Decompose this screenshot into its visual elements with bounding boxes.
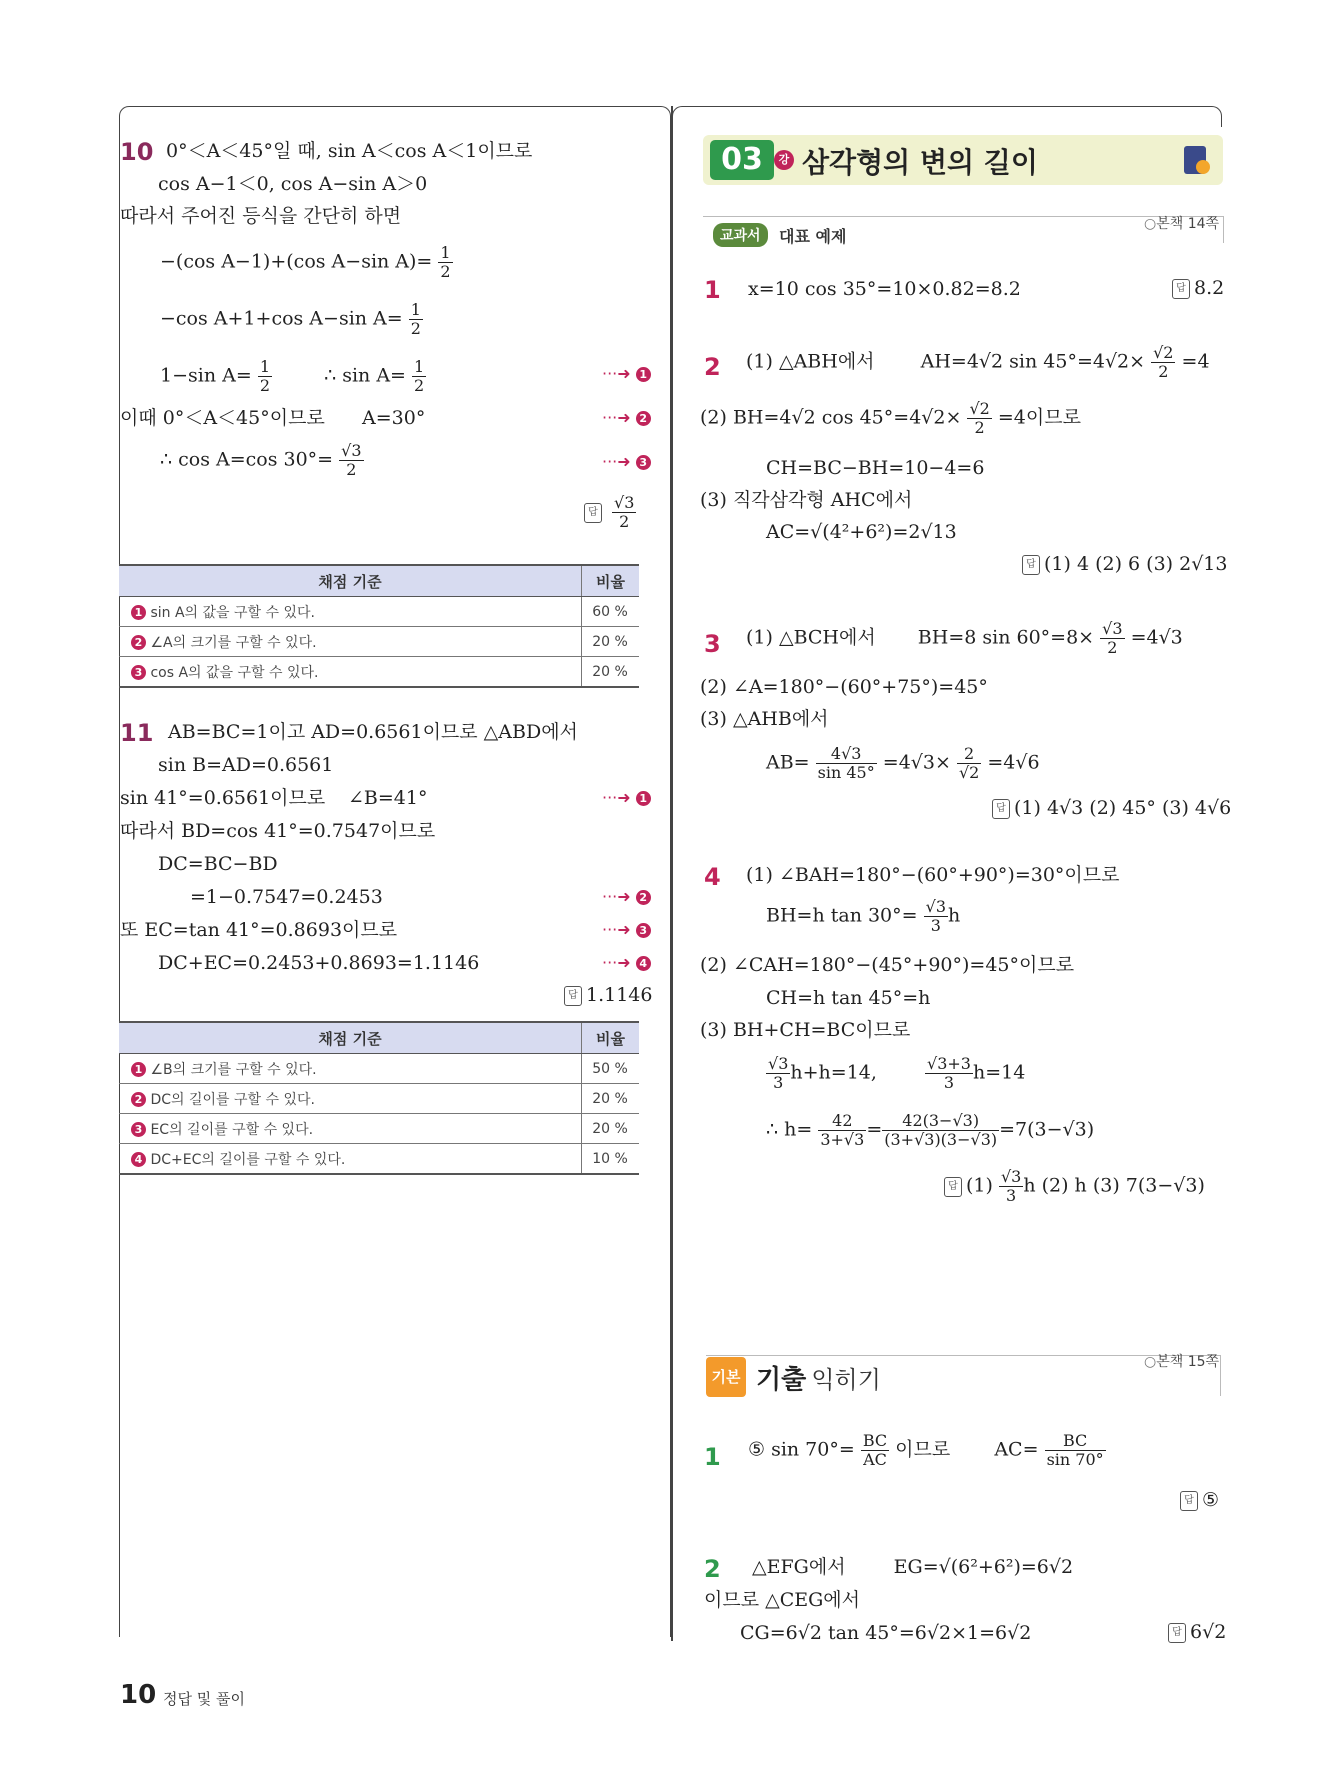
fraction-bc-ac	[861, 1432, 889, 1469]
q4-line-3: (2) ∠CAH=180°−(45°+90°)=45°이므로	[700, 954, 1075, 976]
step-marker-1: ···➜ 1	[602, 364, 651, 383]
table-row	[119, 1144, 639, 1175]
num: 1	[440, 243, 451, 262]
den: 3	[930, 916, 941, 935]
row-ratio: 20 %	[582, 1114, 640, 1144]
example-3-number: 3	[704, 630, 721, 658]
q4-line-4: CH=h tan 45°=h	[766, 987, 931, 1009]
example-1-number: 1	[704, 276, 721, 304]
answer-value: (1) 4√3 (2) 45° (3) 4√6	[1014, 797, 1232, 819]
b2-line-2: 이므로 △CEG에서	[704, 1589, 861, 1611]
q2-line-1	[746, 344, 1210, 381]
row-ratio: 20 %	[582, 627, 640, 657]
b1-b: 이므로	[895, 1438, 951, 1461]
row-mark: 3	[131, 1122, 146, 1137]
fraction-sqrt2-2	[1151, 344, 1175, 381]
p11-line-1: AB=BC=1이고 AD=0.6561이므로 △ABD에서	[168, 721, 578, 743]
example-tag: 교과서	[713, 223, 768, 247]
q4-line-7b: =7(3−√3)	[999, 1118, 1095, 1141]
q4-answer-1: (1)	[966, 1174, 999, 1197]
q4-line-2a: BH=h tan 30°=	[766, 904, 918, 927]
p10-answer	[584, 494, 636, 531]
p10-eq-4	[160, 442, 364, 479]
problem-11-number: 11	[120, 719, 154, 747]
q1-text: x=10 cos 35°=10×0.82=8.2	[748, 278, 1021, 300]
q3-line-4b: =4√3×	[882, 751, 951, 774]
p11-line-9: DC+EC=0.2453+0.8693=1.1146	[158, 952, 480, 974]
section-number: 03	[710, 140, 774, 180]
num: √2	[1153, 343, 1174, 362]
q4-line-6	[766, 1055, 1025, 1092]
p10-eq-1-text: −(cos A−1)+(cos A−sin A)=	[160, 250, 433, 273]
p11-answer	[564, 984, 652, 1006]
fraction-sqrt3plus3-3	[925, 1055, 973, 1092]
p11-line-8: 또 EC=tan 41°=0.8693이므로	[120, 919, 398, 941]
step-circle: 4	[636, 956, 651, 971]
basic-2-number: 2	[704, 1555, 721, 1583]
num: BC	[862, 1431, 888, 1450]
b1-a: ⑤ sin 70°=	[748, 1438, 855, 1461]
p10-eq-3	[160, 358, 426, 395]
answer-icon: 답	[584, 503, 602, 523]
step-marker-1: ···➜ 1	[602, 788, 651, 807]
num: 42(3−√3)	[882, 1112, 999, 1131]
row-mark: 3	[131, 665, 146, 680]
num: √3	[768, 1054, 789, 1073]
answer-icon: 답	[944, 1177, 962, 1197]
num: 1	[410, 300, 421, 319]
q4-line-6b: h=14	[972, 1061, 1026, 1084]
den: 2	[1107, 638, 1118, 657]
q3-line-4c: =4√6	[987, 751, 1040, 774]
row-text: DC+EC의 길이를 구할 수 있다.	[150, 1151, 346, 1168]
step-marker-2: ···➜ 2	[602, 408, 651, 427]
q4-line-2	[766, 898, 960, 935]
b1-answer	[1180, 1489, 1219, 1511]
book-icon	[1184, 146, 1206, 174]
fraction-sqrt3-3	[999, 1168, 1023, 1205]
num: √3	[341, 441, 362, 460]
example-title: 대표 예제	[775, 224, 850, 247]
step-circle: 2	[636, 890, 651, 905]
num: √3	[1000, 1167, 1022, 1186]
row-text: ∠A의 크기를 구할 수 있다.	[150, 634, 317, 651]
row-mark: 1	[131, 1062, 146, 1077]
example-4-number: 4	[704, 863, 721, 891]
fraction-half	[412, 358, 426, 395]
step-marker-2: ···➜ 2	[602, 887, 651, 906]
den: AC	[863, 1450, 887, 1469]
table-row	[119, 597, 639, 627]
answer-icon: 답	[1180, 1491, 1198, 1511]
num: √3+3	[927, 1054, 971, 1073]
row-ratio: 50 %	[582, 1054, 640, 1084]
section-title: 삼각형의 변의 길이	[802, 146, 1038, 179]
fraction-sqrt3-3	[924, 898, 948, 935]
p10-line-9: A=30°	[362, 407, 426, 429]
step-marker-4: ···➜ 4	[602, 953, 651, 972]
row-mark: 1	[131, 605, 146, 620]
row-ratio: 60 %	[582, 597, 640, 627]
basic-title-main: 기출	[756, 1365, 807, 1395]
num: 1	[259, 357, 270, 376]
page-number: 10	[120, 1680, 157, 1710]
step-marker-3: ···➜ 3	[602, 920, 651, 939]
p11-line-7: =1−0.7547=0.2453	[190, 886, 383, 908]
b2-line-1b: EG=√(6²+6²)=6√2	[893, 1556, 1074, 1578]
den: (3+√3)(3−√3)	[884, 1130, 998, 1149]
lecture-badge: 강	[774, 150, 794, 170]
fraction-sqrt3-2	[339, 442, 363, 479]
row-text: ∠B의 크기를 구할 수 있다.	[150, 1061, 317, 1078]
basic-tag: 기본	[706, 1357, 746, 1397]
den: 2	[259, 376, 270, 395]
p10-line-3: 따라서 주어진 등식을 간단히 하면	[120, 205, 402, 227]
b2-answer	[1168, 1621, 1226, 1643]
example-2-number: 2	[704, 353, 721, 381]
fraction-sqrt3-2	[1100, 620, 1124, 657]
answer-icon: 답	[1022, 555, 1040, 575]
p10-eq-3b-text: ∴ sin A=	[324, 364, 406, 387]
q3-line-2: (2) ∠A=180°−(60°+75°)=45°	[700, 676, 988, 698]
grading-table-1	[119, 564, 639, 688]
q3-line-1	[746, 620, 1183, 657]
row-text: sin A의 값을 구할 수 있다.	[150, 604, 315, 621]
q4-answer	[944, 1168, 1205, 1205]
p10-line-1: 0°＜A＜45°일 때, sin A＜cos A＜1이므로	[166, 140, 533, 162]
q2-line-1c: =4	[1181, 350, 1210, 373]
table-header-ratio: 비율	[582, 1022, 640, 1054]
b1-line	[748, 1432, 1106, 1469]
b2-line-3: CG=6√2 tan 45°=6√2×1=6√2	[740, 1622, 1032, 1644]
den: 3	[773, 1073, 784, 1092]
den: 2	[974, 418, 985, 437]
fraction-half	[409, 301, 423, 338]
row-ratio: 20 %	[582, 1084, 640, 1114]
p10-line-8: 이때 0°＜A＜45°이므로	[120, 407, 325, 429]
p11-line-4: ∠B=41°	[348, 787, 428, 809]
answer-icon: 답	[564, 986, 582, 1006]
answer-icon: 답	[992, 799, 1010, 819]
num: 1	[414, 357, 425, 376]
q2-line-1a: (1) △ABH에서	[746, 350, 875, 373]
p10-eq-4-text: ∴ cos A=cos 30°=	[160, 448, 334, 471]
row-ratio: 20 %	[582, 657, 640, 688]
q4-line-7: ∴ h= $\frac{42}{3+√3}$ = $\frac{42(3-√3)}{(3+√3)(3-√3)}$ =7(3−√3)	[766, 1111, 1095, 1149]
row-mark: 4	[131, 1152, 146, 1167]
q2-line-5: AC=√(4²+6²)=2√13	[766, 521, 957, 543]
answer-value: (1) 4 (2) 6 (3) 2√13	[1044, 553, 1228, 575]
q2-line-1b: AH=4√2 sin 45°=4√2×	[920, 350, 1146, 373]
p10-eq-1	[160, 244, 453, 281]
answer-fraction	[612, 494, 636, 531]
fraction-half	[258, 358, 272, 395]
q3-line-1c: =4√3	[1130, 626, 1183, 649]
q4-line-2b: h	[948, 904, 961, 927]
fraction-half	[438, 244, 452, 281]
table-row	[119, 1054, 639, 1084]
row-text: cos A의 값을 구할 수 있다.	[150, 664, 319, 681]
page-ref-15: ○ 본책 15쪽	[1144, 1351, 1219, 1371]
answer-icon: 답	[1168, 1623, 1186, 1643]
step-circle: 3	[636, 455, 651, 470]
row-mark: 2	[131, 1092, 146, 1107]
p11-line-2: sin B=AD=0.6561	[158, 754, 334, 776]
q2-line-2a: (2) BH=4√2 cos 45°=4√2×	[700, 406, 962, 429]
fraction-sqrt2-2	[967, 400, 991, 437]
basic-title-sub: 익히기	[811, 1366, 881, 1394]
q3-line-3: (3) △AHB에서	[700, 708, 829, 730]
right-column-frame	[672, 106, 1222, 127]
q4-line-6a: h+h=14,	[790, 1061, 877, 1084]
b1-c: AC=	[994, 1438, 1039, 1461]
table-header-criteria: 채점 기준	[119, 565, 582, 597]
table-row	[119, 1114, 639, 1144]
fraction-ab	[816, 745, 877, 782]
q4-line-5: (3) BH+CH=BC이므로	[700, 1019, 911, 1041]
table-row	[119, 1084, 639, 1114]
p11-line-6: DC=BC−BD	[158, 853, 278, 875]
q2-line-2	[700, 400, 1081, 437]
den: √2	[958, 763, 980, 782]
row-text: EC의 길이를 구할 수 있다.	[150, 1121, 314, 1138]
answer-value: ⑤	[1202, 1489, 1220, 1511]
table-row	[119, 657, 639, 688]
grading-table-2	[119, 1021, 639, 1175]
num: √3	[925, 897, 946, 916]
b2-line-1	[752, 1555, 1073, 1579]
p10-eq-2-text: −cos A+1+cos A−sin A=	[160, 307, 403, 330]
den: 2	[414, 376, 425, 395]
num: BC	[1045, 1432, 1106, 1451]
den: 2	[440, 262, 451, 281]
den: 3+√3	[820, 1130, 865, 1149]
num: √2	[969, 399, 990, 418]
num: √3	[614, 493, 635, 512]
den: 2	[1158, 362, 1169, 381]
answer-icon: 답	[1172, 279, 1190, 299]
den: 3	[1006, 1186, 1017, 1205]
q3-answer	[992, 797, 1231, 819]
basic-title	[750, 1359, 887, 1396]
p11-line-3: sin 41°=0.6561이므로	[120, 787, 326, 809]
basic-1-number: 1	[704, 1443, 721, 1471]
q4-line-7a: ∴ h=	[766, 1118, 813, 1141]
table-header-criteria: 채점 기준	[119, 1022, 582, 1054]
q1-answer	[1172, 277, 1224, 299]
num: 2	[957, 745, 981, 764]
num: √3	[1102, 619, 1123, 638]
step-circle: 1	[636, 791, 651, 806]
q3-line-1b: BH=8 sin 60°=8×	[917, 626, 1095, 649]
fraction-42	[818, 1112, 866, 1149]
den: 3	[943, 1073, 955, 1092]
row-mark: 2	[131, 635, 146, 650]
row-ratio: 10 %	[582, 1144, 640, 1175]
q2-line-2b: =4이므로	[997, 406, 1081, 429]
fraction-bc-sin70	[1045, 1432, 1106, 1469]
den: 2	[619, 512, 630, 531]
fraction-sqrt3-3	[766, 1055, 790, 1092]
p10-eq-3-text: 1−sin A=	[160, 364, 252, 387]
center-divider	[671, 106, 673, 1641]
den: sin 45°	[817, 763, 875, 782]
row-text: DC의 길이를 구할 수 있다.	[150, 1091, 315, 1108]
q4-answer-rest: h (2) h (3) 7(3−√3)	[1023, 1174, 1205, 1197]
q4-line-1: (1) ∠BAH=180°−(60°+90°)=30°이므로	[746, 864, 1120, 886]
q3-line-1a: (1) △BCH에서	[746, 626, 876, 649]
footer-label: 정답 및 풀이	[163, 1690, 245, 1708]
step-circle: 1	[636, 367, 651, 382]
table-header-ratio: 비율	[582, 565, 640, 597]
step-circle: 3	[636, 923, 651, 938]
q3-line-4	[766, 745, 1040, 782]
q2-line-4: (3) 직각삼각형 AHC에서	[700, 489, 913, 511]
den: 2	[346, 460, 357, 479]
answer-value: 6√2	[1190, 1621, 1227, 1643]
q2-answer	[1022, 553, 1228, 575]
answer-value: 8.2	[1194, 277, 1225, 299]
den: sin 70°	[1046, 1450, 1104, 1469]
fraction-2-sqrt2	[957, 745, 981, 782]
step-marker-3: ···➜ 3	[602, 452, 651, 471]
q2-line-3: CH=BC−BH=10−4=6	[766, 457, 985, 479]
b2-line-1a: △EFG에서	[752, 1556, 846, 1578]
fraction-rationalized	[882, 1112, 999, 1149]
q3-line-4a: AB=	[766, 751, 810, 774]
num: 42	[818, 1112, 866, 1131]
p11-line-5: 따라서 BD=cos 41°=0.7547이므로	[120, 820, 436, 842]
table-row	[119, 627, 639, 657]
answer-value: 1.1146	[586, 984, 653, 1006]
den: 2	[410, 319, 421, 338]
num: 4√3	[816, 745, 877, 764]
page-ref-14: ○ 본책 14쪽	[1144, 213, 1219, 233]
p10-eq-2	[160, 301, 423, 338]
p10-line-2: cos A−1＜0, cos A−sin A＞0	[158, 173, 428, 195]
problem-10-number: 10	[120, 138, 154, 166]
step-circle: 2	[636, 411, 651, 426]
